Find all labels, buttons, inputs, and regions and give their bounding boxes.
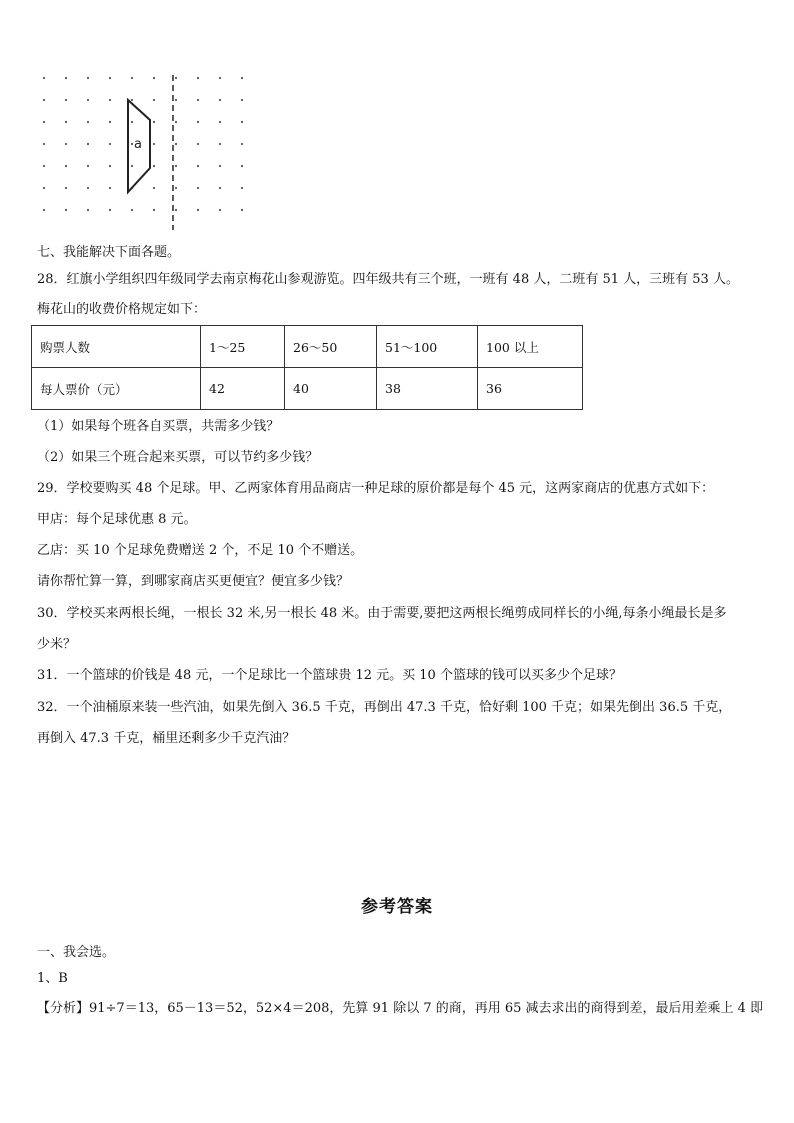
- grid-dot: [175, 143, 177, 145]
- grid-dot: [87, 121, 89, 123]
- grid-dot: [175, 209, 177, 211]
- grid-dot: [153, 99, 155, 101]
- grid-dot: [175, 99, 177, 101]
- grid-dot: [175, 121, 177, 123]
- grid-figure: [30, 70, 270, 240]
- table-cell: 26～50: [285, 326, 377, 368]
- table-cell: 40: [285, 368, 377, 410]
- grid-dot: [65, 143, 67, 145]
- grid-dot: [109, 209, 111, 211]
- table-row: [32, 326, 583, 368]
- table-cell: 1～25: [201, 326, 285, 368]
- grid-dot: [87, 99, 89, 101]
- grid-dot: [65, 99, 67, 101]
- grid-dot: [219, 187, 221, 189]
- grid-dot: [153, 165, 155, 167]
- grid-dot: [197, 99, 199, 101]
- shape-label: a: [134, 137, 142, 152]
- grid-dot: [87, 77, 89, 79]
- grid-dot: [43, 187, 45, 189]
- table-cell: 51～100: [377, 326, 478, 368]
- q30-line1: 30．学校买来两根长绳，一根长 32 米,另一根长 48 米。由于需要,要把这两根长绳剪成同样长的小绳,每条小绳最长是多: [37, 606, 727, 621]
- grid-dot: [153, 187, 155, 189]
- grid-dot: [219, 165, 221, 167]
- grid-dot: [219, 209, 221, 211]
- grid-dot: [43, 77, 45, 79]
- grid-dot: [87, 165, 89, 167]
- q28-sub1: （1）如果每个班各自买票，共需多少钱？: [37, 419, 280, 434]
- q29-line2: 甲店：每个足球优惠 8 元。: [37, 512, 197, 527]
- grid-dot: [109, 187, 111, 189]
- answer-1-analysis: 【分析】91÷7＝13，65－13＝52，52×4＝208，先算 91 除以 7 的商，再用 65 减去求出的商得到差，最后用差乘上 4 即: [37, 1001, 764, 1016]
- grid-dot: [175, 165, 177, 167]
- grid-dot: [43, 143, 45, 145]
- grid-dot: [219, 121, 221, 123]
- grid-dot: [153, 77, 155, 79]
- q30-line2: 少米？: [37, 637, 77, 652]
- grid-dot: [65, 121, 67, 123]
- answer-1: 1、B: [37, 971, 68, 986]
- grid-dot: [131, 209, 133, 211]
- grid-dot: [131, 143, 133, 145]
- grid-dot: [43, 165, 45, 167]
- grid-dot: [241, 121, 243, 123]
- q28-text-line2: 梅花山的收费价格规定如下：: [37, 302, 207, 317]
- q28-text-line1: 28．红旗小学组织四年级同学去南京梅花山参观游览。四年级共有三个班，一班有 48 人，二班有 51 人，三班有 53 人。: [37, 272, 739, 287]
- grid-dot: [197, 209, 199, 211]
- grid-dot: [131, 121, 133, 123]
- grid-dot: [153, 121, 155, 123]
- grid-dot: [131, 99, 133, 101]
- table-cell: 42: [201, 368, 285, 410]
- grid-dot: [219, 77, 221, 79]
- grid-dot: [109, 143, 111, 145]
- grid-dot: [43, 209, 45, 211]
- grid-dot: [175, 187, 177, 189]
- grid-dot: [175, 77, 177, 79]
- grid-dot: [197, 143, 199, 145]
- table-cell: 36: [478, 368, 583, 410]
- grid-dot: [197, 165, 199, 167]
- grid-dot: [87, 143, 89, 145]
- table-cell: 100 以上: [478, 326, 583, 368]
- grid-dot: [65, 165, 67, 167]
- grid-dot: [109, 121, 111, 123]
- table-row-label: 每人票价（元）: [32, 368, 201, 410]
- answers-title: 参考答案: [361, 897, 433, 917]
- grid-dot: [65, 209, 67, 211]
- grid-dot: [109, 165, 111, 167]
- table-row: [32, 368, 583, 410]
- grid-dot: [241, 209, 243, 211]
- grid-dot: [109, 99, 111, 101]
- grid-dot: [131, 165, 133, 167]
- answers-section1: 一、我会选。: [37, 945, 116, 960]
- grid-dot: [241, 77, 243, 79]
- q32-line1: 32．一个油桶原来装一些汽油，如果先倒入 36.5 千克，再倒出 47.3 千克，恰好剩 100 千克；如果先倒出 36.5 千克，: [37, 700, 732, 715]
- ticket-price-table: [31, 325, 583, 410]
- grid-dot: [87, 209, 89, 211]
- grid-dot: [131, 77, 133, 79]
- q29-line4: 请你帮忙算一算，到哪家商店买更便宜？便宜多少钱？: [37, 574, 350, 589]
- grid-dot: [197, 187, 199, 189]
- q31-line1: 31．一个篮球的价钱是 48 元，一个足球比一个篮球贵 12 元。买 10 个篮球的钱可以买多少个足球？: [37, 668, 622, 683]
- grid-dot: [241, 143, 243, 145]
- grid-dot: [65, 187, 67, 189]
- grid-dot: [43, 121, 45, 123]
- table-cell: 38: [377, 368, 478, 410]
- section-7-title: 七、我能解决下面各题。: [37, 245, 181, 260]
- grid-dot: [219, 99, 221, 101]
- grid-dot: [219, 143, 221, 145]
- grid-dot: [241, 187, 243, 189]
- q28-sub2: （2）如果三个班合起来买票，可以节约多少钱？: [37, 450, 319, 465]
- grid-dot: [241, 165, 243, 167]
- grid-dot: [109, 77, 111, 79]
- grid-dot: [197, 77, 199, 79]
- dot-grid-drawing: [30, 70, 270, 240]
- grid-dot: [241, 99, 243, 101]
- grid-dot: [153, 143, 155, 145]
- grid-dot: [43, 99, 45, 101]
- grid-dot: [153, 209, 155, 211]
- grid-dot: [65, 77, 67, 79]
- q29-line1: 29．学校要购买 48 个足球。甲、乙两家体育用品商店一种足球的原价都是每个 45 元，这两家商店的优惠方式如下：: [37, 481, 715, 496]
- grid-dot: [87, 187, 89, 189]
- q29-line3: 乙店：买 10 个足球免费赠送 2 个，不足 10 个不赠送。: [37, 543, 364, 558]
- grid-dot: [197, 121, 199, 123]
- table-header-label: 购票人数: [32, 326, 201, 368]
- q32-line2: 再倒入 47.3 千克，桶里还剩多少千克汽油？: [37, 731, 296, 746]
